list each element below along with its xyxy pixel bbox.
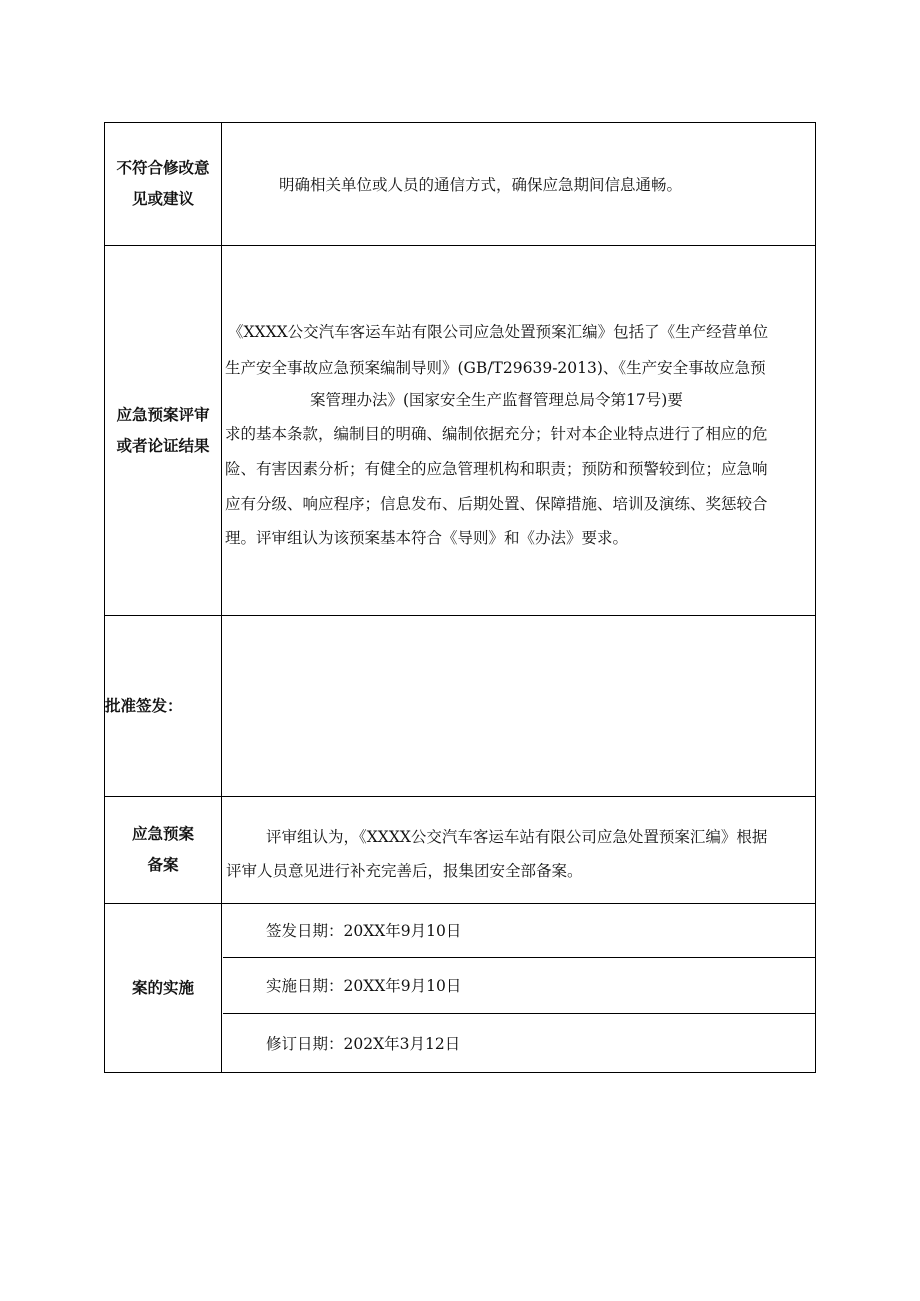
approval-label: [105, 616, 222, 796]
review-label-line1: 应急预案评审: [116, 405, 210, 424]
row-suggestion: [105, 123, 815, 245]
approval-signature-area[interactable]: [223, 616, 815, 796]
implementation-label-text: 案的实施: [131, 978, 194, 997]
date-issue-cell: [223, 904, 815, 957]
date-revise: 修订日期：202X年3月12日: [266, 1034, 461, 1053]
approval-label-text: 批准签发：: [105, 696, 183, 715]
filing-content: [223, 797, 815, 903]
review-label: [105, 246, 222, 615]
row-approval: [105, 615, 815, 796]
date-revise-cell: [223, 1013, 815, 1073]
review-text-line-7: 理。评审组认为该预案基本符合《导则》和《办法》要求。: [225, 529, 629, 547]
review-label-line2: 或者论证结果: [116, 436, 210, 455]
filing-label-line1: 应急预案: [131, 825, 194, 843]
implementation-dates: [223, 904, 815, 1072]
filing-label-line2: 备案: [147, 856, 179, 874]
review-text-line-6: 应有分级、响应程序；信息发布、后期处置、保障措施、培训及演练、奖惩较合: [225, 495, 768, 513]
review-text-line-4: 求的基本条款，编制目的明确、编制依据充分；针对本企业特点进行了相应的危: [225, 425, 768, 443]
review-text-block: [222, 244, 816, 614]
filing-label: [105, 797, 222, 903]
suggestion-label: [105, 123, 222, 245]
suggestion-text: 明确相关单位或人员的通信方式，确保应急期间信息通畅。: [279, 176, 683, 194]
filing-line-2: 评审人员意见进行补充完善后，报集团安全部备案。: [226, 862, 583, 880]
suggestion-content: [223, 123, 815, 245]
date-issue: 签发日期：20XX年9月10日: [266, 921, 462, 940]
suggestion-label-line2: 见或建议: [131, 190, 194, 208]
implementation-label: [105, 904, 222, 1072]
row-implementation: [105, 903, 815, 1072]
filing-line-1: 评审组认为，《XXXX公交汽车客运车站有限公司应急处置预案汇编》根据: [266, 828, 768, 846]
row-filing: [105, 796, 815, 903]
review-text-line-1: 《XXXX公交汽车客运车站有限公司应急处置预案汇编》包括了《生产经营单位: [228, 323, 769, 341]
date-implement-cell: [223, 957, 815, 1013]
date-implement: 实施日期：20XX年9月10日: [266, 976, 462, 995]
review-text-line-2: 生产安全事故应急预案编制导则》(GB/T29639-2013)、《生产安全事故应急预: [225, 359, 766, 377]
suggestion-label-line1: 不符合修改意: [116, 159, 210, 177]
review-text-line-3: 案管理办法》(国家安全生产监督管理总局令第17号)要: [310, 391, 683, 409]
review-text-line-5: 险、有害因素分析；有健全的应急管理机构和职责；预防和预警较到位；应急响: [225, 460, 768, 478]
